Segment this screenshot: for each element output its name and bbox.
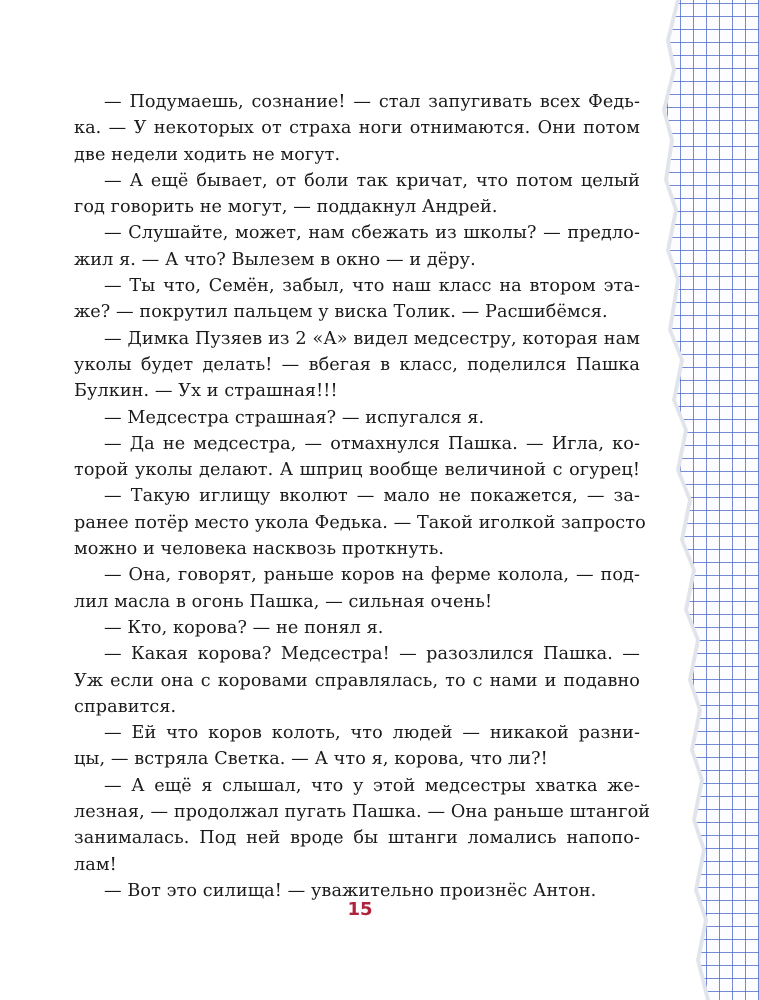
text-line: — Слушайте, может, нам сбежать из школы? — предло- [104,223,640,244]
text-line: цы, — встряла Светка. — А что я, корова, что ли?! [74,749,548,770]
text-line: две недели ходить не могут. [74,144,341,165]
text-line: можно и человека насквозь проткнуть. [74,539,445,560]
text-line: — Димка Пузяев из 2 «А» видел медсестру, которая нам [104,328,640,349]
text-line: — Кто, корова? — не понял я. [104,617,384,638]
text-line: — Ты что, Семён, забыл, что наш класс на втором эта- [104,276,640,297]
text-line: — Ей что коров колоть, что людей — никакой разни- [104,723,640,744]
text-line: — Подумаешь, сознание! — стал запугивать всех Федь- [104,92,640,112]
text-line: занималась. Под ней вроде бы штанги ломались напопо- [74,828,640,849]
text-line: — Какая корова? Медсестра! — разозлился Пашка. — [104,644,640,665]
page-number: 15 [347,899,373,920]
text-line: ка. — У некоторых от страха ноги отнимаются. Они потом [74,118,640,139]
text-line: Булкин. — Ух и страшная!!! [74,381,338,402]
text-line: ранее потёр место укола Федька. — Такой иголкой запросто [74,512,646,533]
text-line: — А ещё бывает, от боли так кричат, что потом целый [104,170,640,191]
story-text [74,89,651,904]
text-line: год говорить не могут, — поддакнул Андрей. [74,197,498,218]
text-line: — Вот это силища! — уважительно произнёс Антон. [104,880,597,901]
text-line: — Да не медсестра, — отмахнулся Пашка. — Игла, ко- [104,433,640,454]
text-line: — Такую иглищу вколют — мало не покажется, — за- [104,486,640,507]
text-line: Уж если она с коровами справлялась, то с нами и подавно [74,670,640,691]
text-line: лезная, — продолжал пугать Пашка. — Она раньше штангой [74,802,651,823]
text-line: лил масла в огонь Пашка, — сильная очень! [74,591,493,612]
text-line: уколы будет делать! — вбегая в класс, поделился Пашка [74,354,640,375]
text-line: же? — покрутил пальцем у виска Толик. — Расшибёмся. [74,302,608,323]
text-line: торой уколы делают. А шприц вообще величиной с огурец! [74,460,640,481]
text-line: жил я. — А что? Вылезем в окно — и дёру. [74,249,476,270]
text-line: — А ещё я слышал, что у этой медсестры хватка же- [104,775,640,796]
text-line: лам! [74,854,117,875]
text-line: — Медсестра страшная? — испугался я. [104,407,485,428]
text-line: справится. [74,696,177,717]
text-line: — Она, говорят, раньше коров на ферме колола, — под- [104,565,640,586]
